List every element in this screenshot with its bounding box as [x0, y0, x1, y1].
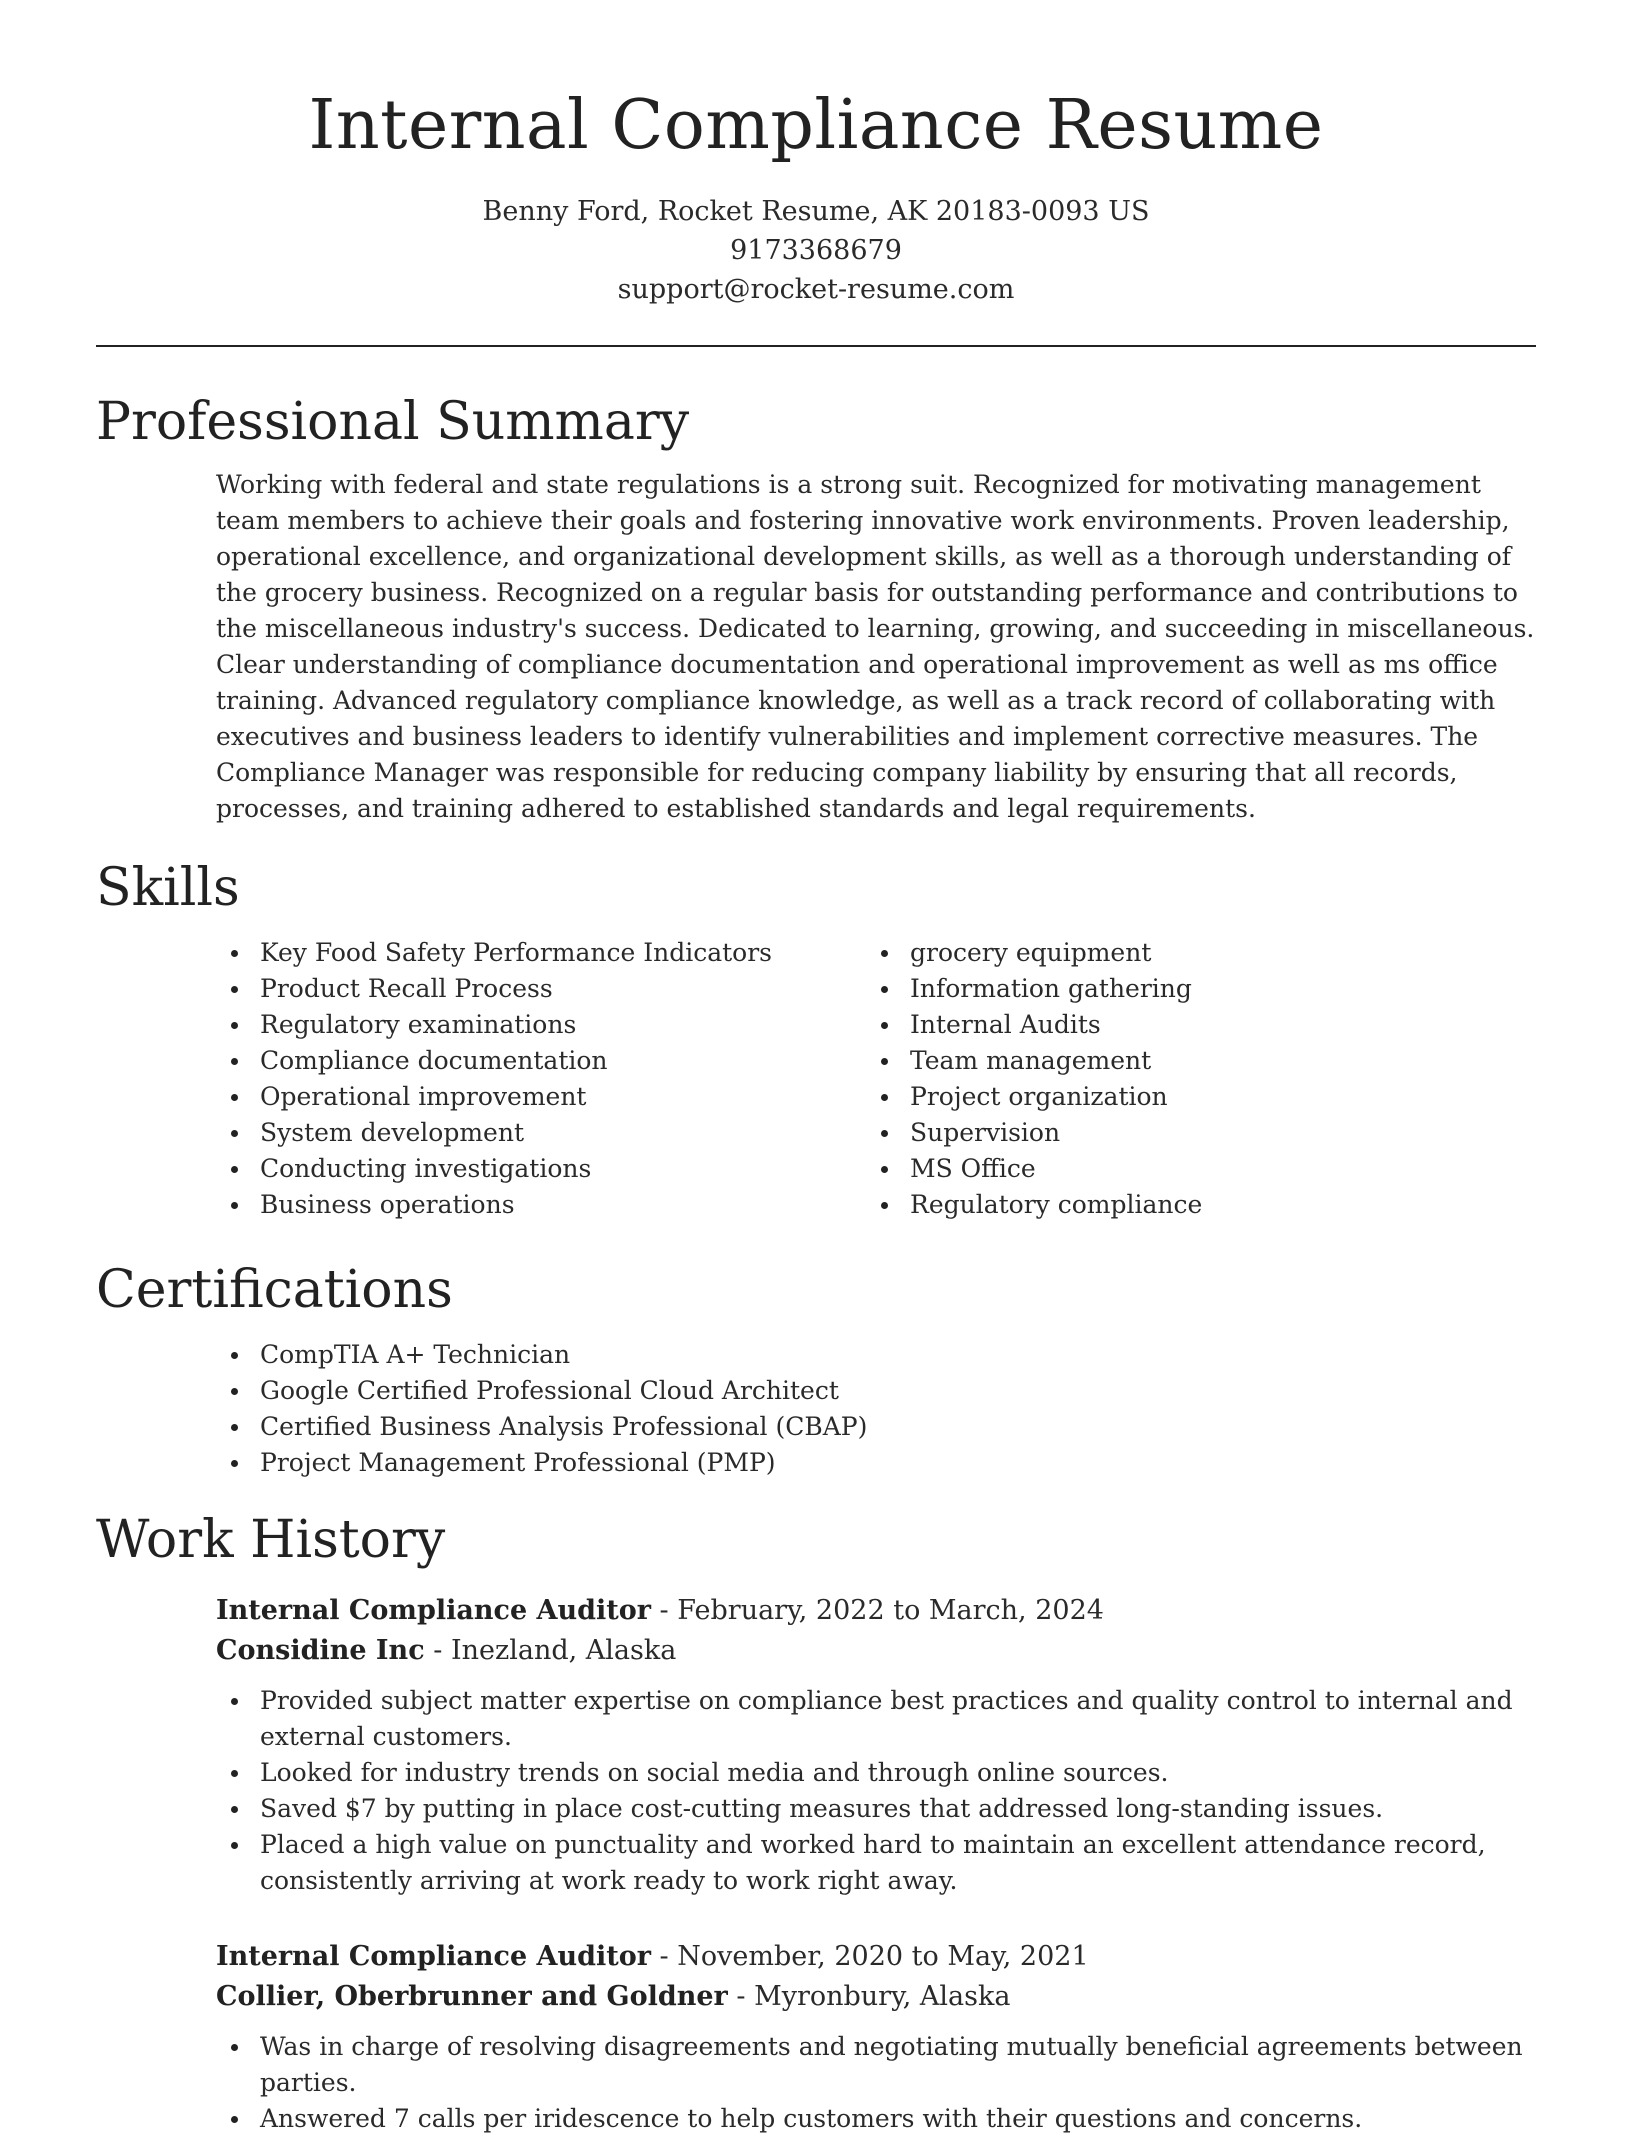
- job-dates: February, 2022 to March, 2024: [677, 1595, 1104, 1626]
- skill-item: Project organization: [866, 1079, 1516, 1115]
- job-company-line: [216, 1631, 1536, 1671]
- job-bullets: [216, 2029, 1536, 2137]
- certification-item: CompTIA A+ Technician: [216, 1337, 1536, 1373]
- skill-item: Information gathering: [866, 971, 1516, 1007]
- work-history-heading: Work History: [96, 1510, 446, 1570]
- job-bullet: Answered 7 calls per iridescence to help customers with their questions and concerns.: [216, 2101, 1536, 2137]
- job-entry: [216, 1591, 1536, 1899]
- skill-item: grocery equipment: [866, 935, 1516, 971]
- job-separator: -: [736, 1981, 755, 2012]
- header-divider: [96, 345, 1536, 347]
- job-bullet: Saved $7 by putting in place cost-cutting measures that addressed long-standing issues.: [216, 1791, 1536, 1827]
- certification-item: Google Certified Professional Cloud Architect: [216, 1373, 1536, 1409]
- certification-item: Certified Business Analysis Professional (CBAP): [216, 1409, 1536, 1445]
- summary-text: Working with federal and state regulations is a strong suit. Recognized for motivating management team members to achieve their goals and fostering innovative work environments. Proven leadership, operational excellence, and organizational development skills, as well as a thorough understanding of the grocery business. Recognized on a regular basis for outstanding performance and contributions to the miscellaneous industry's success. Dedicated to learning, growing, and succeeding in miscellaneous. Clear understanding of compliance documentation and operational improvement as well as ms office training. Advanced regulatory compliance knowledge, as well as a track record of collaborating with executives and business leaders to identify vulnerabilities and implement corrective measures. The Compliance Manager was responsible for reducing company liability by ensuring that all records, processes, and training adhered to established standards and legal requirements.: [216, 470, 1535, 823]
- job-location: Inezland, Alaska: [450, 1635, 677, 1666]
- job-dates: November, 2020 to May, 2021: [677, 1941, 1089, 1972]
- contact-phone: 9173368679: [730, 235, 902, 266]
- job-bullet: Was in charge of resolving disagreements and negotiating mutually beneficial agreements between parties.: [216, 2029, 1536, 2101]
- job-company-line: [216, 1977, 1536, 2017]
- job-separator: -: [659, 1941, 678, 1972]
- skill-item: Conducting investigations: [216, 1151, 866, 1187]
- skill-item: Team management: [866, 1043, 1516, 1079]
- job-bullet: Looked for industry trends on social media and through online sources.: [216, 1755, 1536, 1791]
- job-bullet: Provided subject matter expertise on compliance best practices and quality control to internal and external customers.: [216, 1683, 1536, 1755]
- job-entry: [216, 1937, 1536, 2137]
- job-company: Collier, Oberbrunner and Goldner: [216, 1981, 728, 2012]
- skills-section: [96, 857, 1536, 1223]
- resume-header: [96, 0, 1536, 309]
- job-title-line: [216, 1937, 1536, 1977]
- skill-item: Compliance documentation: [216, 1043, 866, 1079]
- job-title: Internal Compliance Auditor: [216, 1941, 651, 1972]
- summary-heading: Professional Summary: [96, 392, 690, 452]
- job-title-line: [216, 1591, 1536, 1631]
- skill-item: Regulatory compliance: [866, 1187, 1516, 1223]
- certifications-heading: Certifications: [96, 1260, 453, 1320]
- skills-list-left: [216, 935, 866, 1223]
- skills-grid: [216, 935, 1536, 1223]
- skill-item: Product Recall Process: [216, 971, 866, 1007]
- skill-item: Operational improvement: [216, 1079, 866, 1115]
- work-history-section: [96, 1509, 1536, 2137]
- contact-block: [96, 192, 1536, 309]
- job-location: Myronbury, Alaska: [754, 1981, 1011, 2012]
- job-title: Internal Compliance Auditor: [216, 1595, 651, 1626]
- contact-address: Benny Ford, Rocket Resume, AK 20183-0093 US: [482, 196, 1150, 227]
- job-separator: -: [433, 1635, 451, 1666]
- certification-item: Project Management Professional (PMP): [216, 1445, 1536, 1481]
- job-separator: -: [659, 1595, 678, 1626]
- skill-item: System development: [216, 1115, 866, 1151]
- certifications-section: [96, 1259, 1536, 1481]
- summary-section: [96, 391, 1536, 827]
- job-bullets: [216, 1683, 1536, 1899]
- certifications-list: [216, 1337, 1536, 1481]
- job-bullet: Placed a high value on punctuality and worked hard to maintain an excellent attendance record, consistently arriving at work ready to work right away.: [216, 1827, 1536, 1899]
- skill-item: Key Food Safety Performance Indicators: [216, 935, 866, 971]
- skill-item: Business operations: [216, 1187, 866, 1223]
- skill-item: MS Office: [866, 1151, 1516, 1187]
- skill-item: Regulatory examinations: [216, 1007, 866, 1043]
- skill-item: Supervision: [866, 1115, 1516, 1151]
- contact-email: support@rocket-resume.com: [617, 274, 1015, 305]
- skill-item: Internal Audits: [866, 1007, 1516, 1043]
- skills-heading: Skills: [96, 858, 240, 918]
- job-company: Considine Inc: [216, 1635, 425, 1666]
- resume-title: Internal Compliance Resume: [308, 86, 1324, 165]
- skills-list-right: [866, 935, 1516, 1223]
